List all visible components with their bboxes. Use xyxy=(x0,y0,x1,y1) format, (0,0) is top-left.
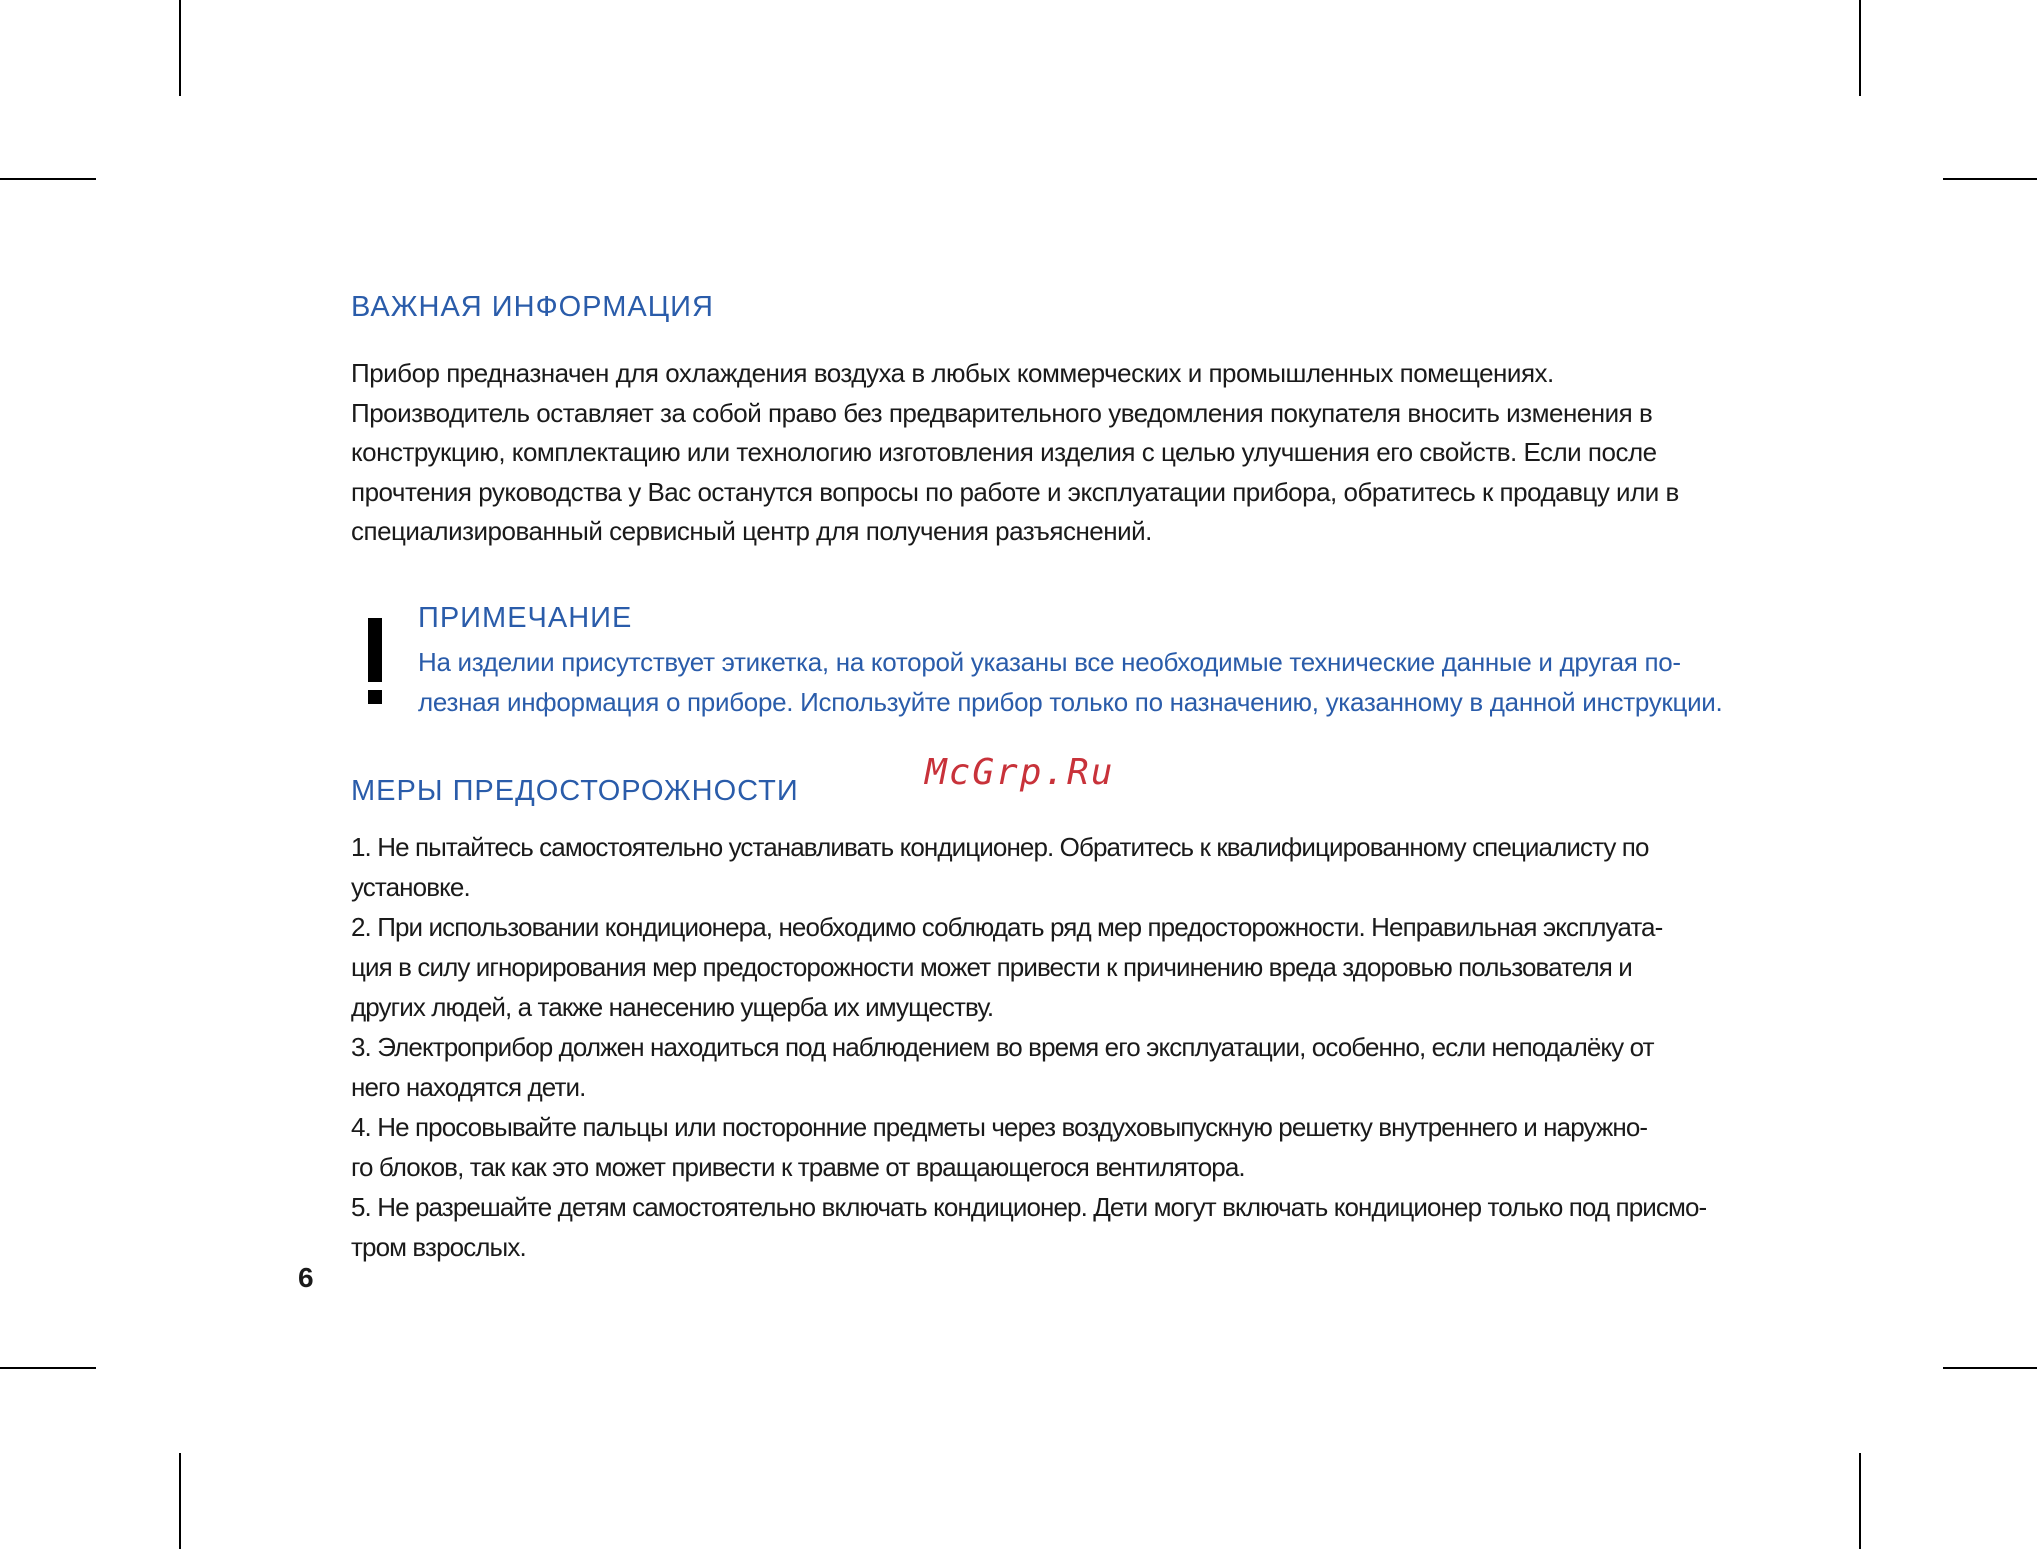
list-item: ция в силу игнорирования мер предосторожности может привести к причинению вреда здоровью пользователя и xyxy=(351,952,1632,982)
exclamation-icon xyxy=(366,618,388,714)
precautions-list xyxy=(351,827,1771,1267)
crop-mark-top-right-vertical xyxy=(1859,0,1861,96)
paragraph-line: Прибор предназначен для охлаждения воздуха в любых коммерческих и промышленных помещениях. xyxy=(351,358,1554,388)
list-item: него находятся дети. xyxy=(351,1072,586,1102)
crop-mark-bottom-right-vertical xyxy=(1859,1453,1861,1549)
watermark: McGrp.Ru xyxy=(925,752,1115,793)
crop-mark-bottom-right-horizontal xyxy=(1943,1367,2037,1369)
paragraph-line: Производитель оставляет за собой право без предварительного уведомления покупателя вносить изменения в xyxy=(351,397,1653,428)
list-item: установке. xyxy=(351,872,470,902)
list-item: 3. Электроприбор должен находиться под наблюдением во время его эксплуатации, особенно, если неподалёку от xyxy=(351,1032,1654,1062)
note-text xyxy=(418,642,1798,722)
crop-mark-top-right-horizontal xyxy=(1943,178,2037,180)
note-line: На изделии присутствует этикетка, на которой указаны все необходимые технические данные и другая по- xyxy=(418,647,1681,677)
list-item: тром взрослых. xyxy=(351,1232,526,1262)
list-item: 1. Не пытайтесь самостоятельно устанавливать кондиционер. Обратитесь к квалифицированному специалисту по xyxy=(351,832,1649,862)
list-item: 4. Не просовывайте пальцы или посторонние предметы через воздуховыпускную решетку внутреннего и наружно- xyxy=(351,1112,1648,1142)
list-item: 5. Не разрешайте детям самостоятельно включать кондиционер. Дети могут включать кондиционер только под присмо- xyxy=(351,1192,1707,1222)
list-item: го блоков, так как это может привести к травме от вращающегося вентилятора. xyxy=(351,1152,1245,1182)
list-item: других людей, а также нанесению ущерба их имуществу. xyxy=(351,992,994,1022)
precautions-heading: МЕРЫ ПРЕДОСТОРОЖНОСТИ xyxy=(351,775,799,807)
note-heading: ПРИМЕЧАНИЕ xyxy=(418,602,633,634)
paragraph-line: специализированный сервисный центр для получения разъяснений. xyxy=(351,516,1152,546)
important-info-paragraph xyxy=(351,354,1771,552)
crop-mark-top-left-horizontal xyxy=(0,178,96,180)
crop-mark-bottom-left-vertical xyxy=(179,1453,181,1549)
list-item: 2. При использовании кондиционера, необходимо соблюдать ряд мер предосторожности. Неправильная эксплуата- xyxy=(351,912,1663,942)
crop-mark-top-left-vertical xyxy=(179,0,181,96)
page-number: 6 xyxy=(298,1262,314,1293)
important-info-heading: ВАЖНАЯ ИНФОРМАЦИЯ xyxy=(351,291,714,323)
paragraph-line: конструкцию, комплектацию или технологию изготовления изделия с целью улучшения его свойств. Если после xyxy=(351,437,1657,467)
paragraph-line: прочтения руководства у Вас останутся вопросы по работе и эксплуатации прибора, обратитесь к продавцу или в xyxy=(351,476,1679,507)
crop-mark-bottom-left-horizontal xyxy=(0,1367,96,1369)
note-line: лезная информация о приборе. Используйте прибор только по назначению, указанному в данной инструкции. xyxy=(418,687,1723,717)
